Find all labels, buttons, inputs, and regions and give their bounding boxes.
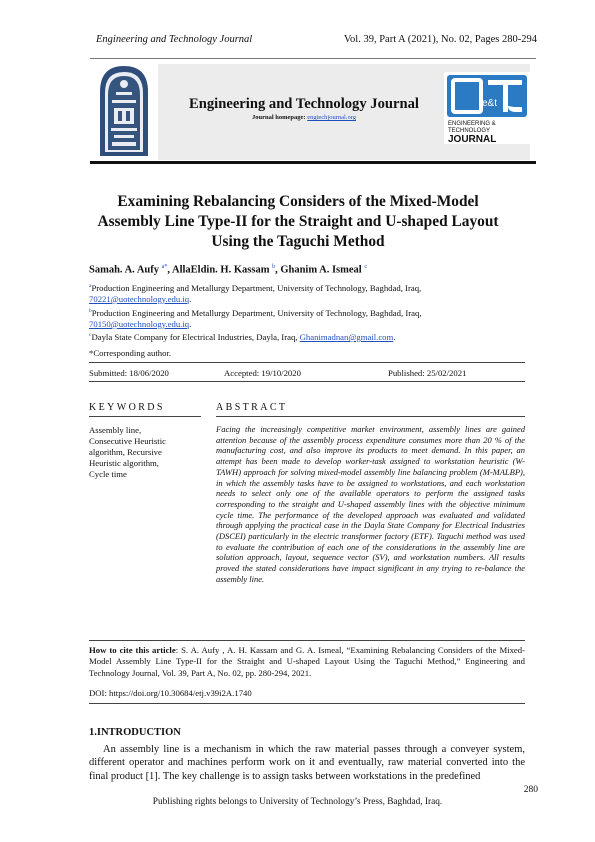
author-name: AllaEldin. H. Kassam — [172, 264, 270, 276]
banner-top-rule — [90, 58, 536, 59]
logo-line-3: JOURNAL — [448, 134, 497, 144]
journal-homepage-label: Journal homepage: — [251, 114, 306, 121]
published-date: Published: 25/02/2021 — [388, 368, 467, 378]
keywords-rule — [89, 416, 201, 417]
banner-bottom-rule — [90, 161, 536, 164]
author-name: Samah. A. Aufy — [89, 264, 160, 276]
accepted-date: Accepted: 19/10/2020 — [224, 368, 301, 378]
university-logo-icon — [94, 62, 154, 158]
keyword-line: Cycle time — [89, 469, 127, 480]
author-list: Samah. A. Aufy $^{a*}$, AllaEldin. H. Kassam $^b$, Ghanim A. Ismeal $^c$ — [89, 264, 368, 276]
keyword-line: Heuristic algorithm, — [89, 458, 159, 469]
affiliation-text: Production Engineering and Metallurgy Department, University of Technology, Baghdad, Iraq, — [91, 307, 422, 318]
title-line: Assembly Line Type-II for the Straight and U-shaped Layout — [97, 213, 499, 230]
affiliation-mark: a — [89, 283, 92, 289]
banner-journal-title: Engineering and Technology Journal — [189, 96, 419, 112]
title-line: Examining Rebalancing Considers of the Mixed-Model — [117, 193, 479, 210]
journal-homepage — [170, 114, 438, 121]
keyword-line: algorithm, Recursive — [89, 447, 162, 458]
citation-block — [89, 645, 525, 679]
citation-text: : S. A. Aufy , A. H. Kassam and G. A. Ismeal, “Examining Rebalancing Considers of the Mixed-Model Assembly Line Type-II for the Straight and U-shaped Layout Using the Taguchi Method,” Engineering and Technology Journal, Vol. 39, Part A, No. 02, pp. 280-294, 2021. — [89, 645, 526, 678]
keywords-list — [89, 425, 209, 480]
citation-label: How to cite this article — [89, 645, 176, 655]
affiliation-a: $^a$Production Engineering and Metallurgy Department, University of Technology, Baghdad, Iraq, 70221@uotechnology.edu.iq. — [89, 282, 422, 304]
running-header-journal: Engineering and Technology Journal — [96, 34, 253, 45]
affiliation-email[interactable]: 70150@uotechnology.edu.iq — [89, 318, 190, 329]
title-line: Using the Taguchi Method — [211, 233, 385, 250]
divider — [89, 381, 525, 382]
abstract-rule — [216, 416, 525, 417]
affiliation-c: $^c$Dayla State Company for Electrical Industries, Dayla, Iraq, Ghanimadnan@gmail.com. — [89, 331, 396, 342]
introduction-text: An assembly line is a mechanism in which the raw material passes through a conveyer system, different operator and machines perform work on it and eventually, raw material converted into the final product [1]. The key challenge is to assign tasks between workstations in the predefined — [89, 744, 525, 782]
affiliation-email[interactable]: Ghanimadnan@gmail.com — [299, 331, 394, 342]
article-title — [80, 192, 516, 252]
logo-ampersand: e&t — [482, 98, 498, 109]
journal-banner — [90, 58, 536, 166]
author-name: Ghanim A. Ismeal — [280, 264, 362, 276]
author-mark[interactable]: b — [272, 264, 276, 270]
divider — [89, 362, 525, 363]
abstract-heading: ABSTRACT — [216, 402, 288, 413]
divider — [89, 703, 525, 704]
submitted-date: Submitted: 18/06/2020 — [89, 368, 169, 378]
keyword-line: Assembly line, — [89, 425, 142, 435]
affiliation-mark: b — [89, 308, 92, 314]
introduction-heading: 1.INTRODUCTION — [89, 727, 181, 738]
logo-line-1: ENGINEERING & — [448, 121, 496, 127]
et-journal-logo-icon — [444, 72, 530, 144]
logo-line-2: TECHNOLOGY — [448, 128, 491, 134]
affiliation-b: $^b$Production Engineering and Metallurgy Department, University of Technology, Baghdad, Iraq, 70150@uotechnology.edu.iq. — [89, 307, 422, 329]
keywords-heading: KEYWORDS — [89, 402, 165, 413]
doi-line[interactable]: DOI: https://doi.org/10.30684/etj.v39i2A.1740 — [89, 688, 252, 698]
running-header-volume: Vol. 39, Part A (2021), No. 02, Pages 280-294 — [343, 34, 537, 45]
affiliation-email[interactable]: 70221@uotechnology.edu.iq — [89, 293, 190, 304]
publisher-footer: Publishing rights belongs to University of Technology’s Press, Baghdad, Iraq. — [152, 797, 443, 807]
author-mark[interactable]: a* — [161, 264, 168, 270]
affiliation-text: Production Engineering and Metallurgy Department, University of Technology, Baghdad, Iraq, — [91, 282, 422, 293]
affiliation-mark: c — [89, 332, 92, 338]
journal-homepage-link[interactable]: engtechjournal.org — [307, 114, 357, 121]
affiliation-text: Dayla State Company for Electrical Industries, Dayla, Iraq, — [91, 331, 298, 342]
abstract-text: Facing the increasingly competitive market environment, assembly lines are gained attention because of the assembly process expenditure consumes more than 20 % of the manufacturing cost, and also improve its products to meet demand. In this paper, an attempt has been made to develop worker-task assigned to workstation heuristic (W-TAWH) approach for solving mixed-model assembly line balancing problem (M-MALBP), in which the assembly tasks have to be assigned to workstations, and each workstation needs to select only one of the available operators to perform the assigned tasks corresponding to the straight and U-shaped assembly lines with the objective minimum cycle time. The performance of the developed approach was evaluated and validated through applying the practical case in the Dayla State Company for Electrical Industries (DSCEI) particularly in the electric transformer factory (ETF). Taguchi method was used to evaluate the contribution of each one of the considerations in the assembly line are solution approach, layout, sequence vector (SV), and workstation numbers. All results proved the stated considerations have impact significant in any trying to re-balance the assembly line. — [216, 424, 525, 584]
author-mark[interactable]: c — [364, 264, 368, 270]
corresponding-author-note: *Corresponding author. — [89, 348, 172, 358]
page-number: 280 — [523, 785, 538, 795]
divider — [89, 640, 525, 641]
keyword-line: Consecutive Heuristic — [89, 436, 166, 447]
